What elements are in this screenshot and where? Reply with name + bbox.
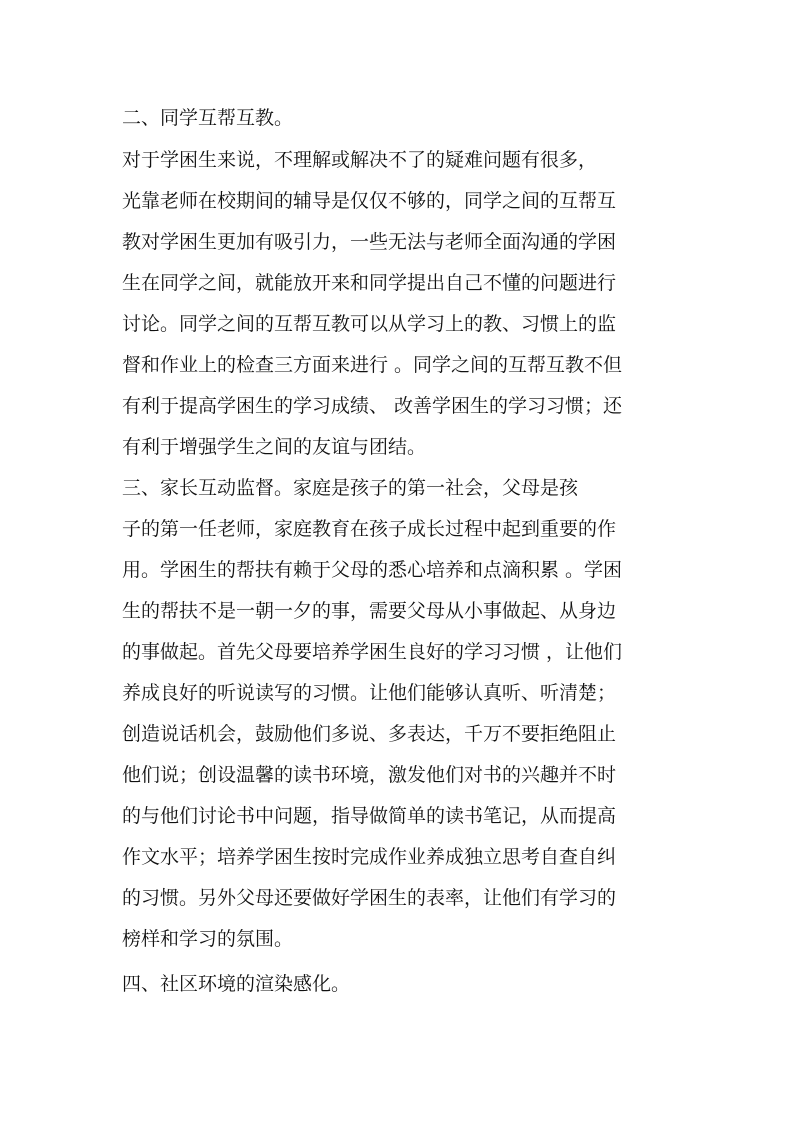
paragraph-line: 用。学困生的帮扶有赖于父母的悉心培养和点滴积累 。学困: [122, 559, 623, 581]
paragraph-line: 讨论。同学之间的互帮互教可以从学习上的教、习惯上的监: [122, 313, 617, 335]
paragraph-line: 有利于提高学困生的学习成绩、 改善学困生的学习习惯；还: [122, 395, 623, 417]
paragraph-line: 督和作业上的检查三方面来进行 。同学之间的互帮互教不但: [122, 354, 623, 376]
section-heading-parent-supervision: 三、家长互动监督。家庭是孩子的第一社会，父母是孩: [122, 477, 579, 499]
paragraph-line: 的习惯。另外父母还要做好学困生的表率，让他们有学习的: [122, 887, 617, 909]
section-heading-community: 四、社区环境的渲染感化。: [122, 973, 351, 995]
paragraph-line: 生的帮扶不是一朝一夕的事，需要父母从小事做起、从身边: [122, 600, 617, 622]
paragraph-line: 生在同学之间，就能放开来和同学提出自己不懂的问题进行: [122, 272, 617, 294]
paragraph-line: 教对学困生更加有吸引力，一些无法与老师全面沟通的学困: [122, 231, 617, 253]
paragraph-line: 子的第一任老师，家庭教育在孩子成长过程中起到重要的作: [122, 518, 617, 540]
paragraph-line: 有利于增强学生之间的友谊与团结。: [122, 436, 427, 458]
paragraph-line: 对于学困生来说，不理解或解决不了的疑难问题有很多，: [122, 149, 598, 171]
paragraph-line: 的与他们讨论书中问题，指导做简单的读书笔记，从而提高: [122, 805, 617, 827]
paragraph-line: 养成良好的听说读写的习惯。让他们能够认真听、听清楚；: [122, 682, 617, 704]
paragraph-line: 他们说；创设温馨的读书环境，激发他们对书的兴趣并不时: [122, 764, 617, 786]
section-heading-peer-help: 二、同学互帮互教。: [122, 107, 294, 129]
paragraph-line: 榜样和学习的氛围。: [122, 928, 294, 950]
paragraph-line: 的事做起。首先父母要培养学困生良好的学习习惯 ，让他们: [122, 641, 623, 663]
paragraph-line: 光靠老师在校期间的辅导是仅仅不够的，同学之间的互帮互: [122, 190, 617, 212]
paragraph-line: 创造说话机会，鼓励他们多说、多表达，千万不要拒绝阻止: [122, 723, 617, 745]
paragraph-line: 作文水平；培养学困生按时完成作业养成独立思考自查自纠: [122, 846, 617, 868]
